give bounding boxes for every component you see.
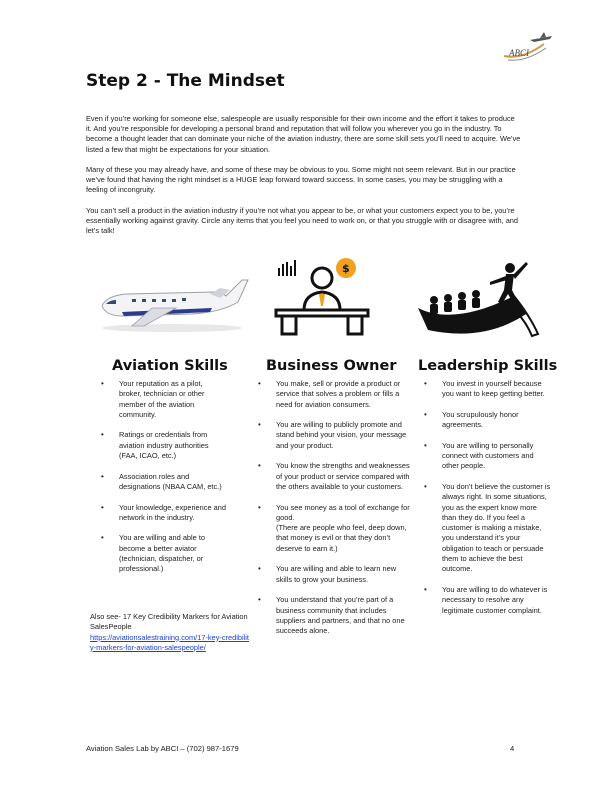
list-item: • You understand that you’re part of a business community that includes suppliers and partners, and that no one succeeds alone. <box>254 595 410 636</box>
svg-text:$: $ <box>342 262 350 275</box>
business-owner-desk-icon <box>270 254 374 336</box>
list-item: • You scrupulously honor agreements. <box>420 410 552 431</box>
list-item: • You are willing to do whatever is necessary to resolve any legitimate customer complaint. <box>420 585 552 616</box>
list-item: • Your reputation as a pilot, broker, technician or other member of the aviation community. <box>97 379 227 420</box>
intro-paragraph: Many of these you may already have, and some of these may be obvious to you. Some might not seem relevant. But in our practice we’ve found that having the right mindset is a HUGE leap forward toward success. In some cases, you may be struggling with a feeling of incongruity. <box>86 165 516 195</box>
footer-text: Aviation Sales Lab by ABCI – (702) 987-1679 <box>86 744 239 753</box>
also-see-text: Also see- 17 Key Credibility Markers for Aviation SalesPeople <box>90 612 248 632</box>
logo-text: ABCI <box>509 48 529 58</box>
credibility-markers-link[interactable]: https://aviationsalestraining.com/17-key-credibility-markers-for-aviation-salespeople/ <box>90 632 249 652</box>
leadership-skills-list <box>420 379 552 626</box>
page-number: 4 <box>510 744 515 753</box>
intro-text <box>86 114 522 247</box>
list-item: • You are willing to personally connect with customers and other people. <box>420 441 552 472</box>
airplane-logo-icon <box>500 26 556 68</box>
page-title: Step 2 - The Mindset <box>86 71 285 91</box>
company-logo <box>500 26 556 68</box>
intro-paragraph: You can’t sell a product in the aviation industry if you’re not what you appear to be, or what your customers expect you to be, you’re essentially working against gravity. Circle any items that you feel you need to work on, or that you struggle with or disagree with, and let’s talk! <box>86 205 519 236</box>
list-item: • You make, sell or provide a product or service that solves a problem or fills a need for aviation consumers. <box>254 379 410 410</box>
list-item: • You are willing and able to learn new skills to grow your business. <box>254 564 410 585</box>
list-item: • You don’t believe the customer is always right. In some situations, you as the expert know more than they do. If you feel a customer is making a mistake, you understand it’s your obligation to teach or persuade them to achieve the best outcome. <box>420 482 552 575</box>
list-item: • You are willing to publicly promote and stand behind your vision, your message and your product. <box>254 420 410 451</box>
column-title-aviation: Aviation Skills <box>112 358 228 374</box>
also-see-note <box>90 612 250 653</box>
column-title-leadership: Leadership Skills <box>418 358 558 374</box>
business-owner-list <box>254 379 410 647</box>
jet-airplane-illustration <box>92 272 252 334</box>
list-item: • You are willing and able to become a better aviator (technician, dispatcher, or professional.) <box>97 533 227 574</box>
list-item: • Your knowledge, experience and network in the industry. <box>97 503 227 524</box>
leader-on-boat-icon <box>414 256 544 342</box>
list-item: • You invest in yourself because you want to keep getting better. <box>420 379 552 400</box>
list-item: • You see money as a tool of exchange for good. (There are people who feel, deep down, that money is evil or that they don’t deserve to earn it.) <box>254 503 410 554</box>
list-item: • Ratings or credentials from aviation industry authorities (FAA, ICAO, etc.) <box>97 430 227 461</box>
aviation-skills-list <box>97 379 227 585</box>
column-title-business: Business Owner <box>266 358 397 374</box>
list-item: • You know the strengths and weaknesses of your product or service compared with the others available to your customers. <box>254 461 410 492</box>
list-item: • Association roles and designations (NBAA CAM, etc.) <box>97 472 227 493</box>
intro-paragraph: Even if you’re working for someone else, salespeople are usually responsible for their own income and the effort it takes to produce it. And you’re responsible for developing a personal brand and reputation that will follow you wherever you go in the industry. To become a thought leader that can dominate your niche of the aviation industry, there are some skill sets you’ll need to acquire. We’ve listed a few that might be expectations for your situation. <box>86 114 521 154</box>
